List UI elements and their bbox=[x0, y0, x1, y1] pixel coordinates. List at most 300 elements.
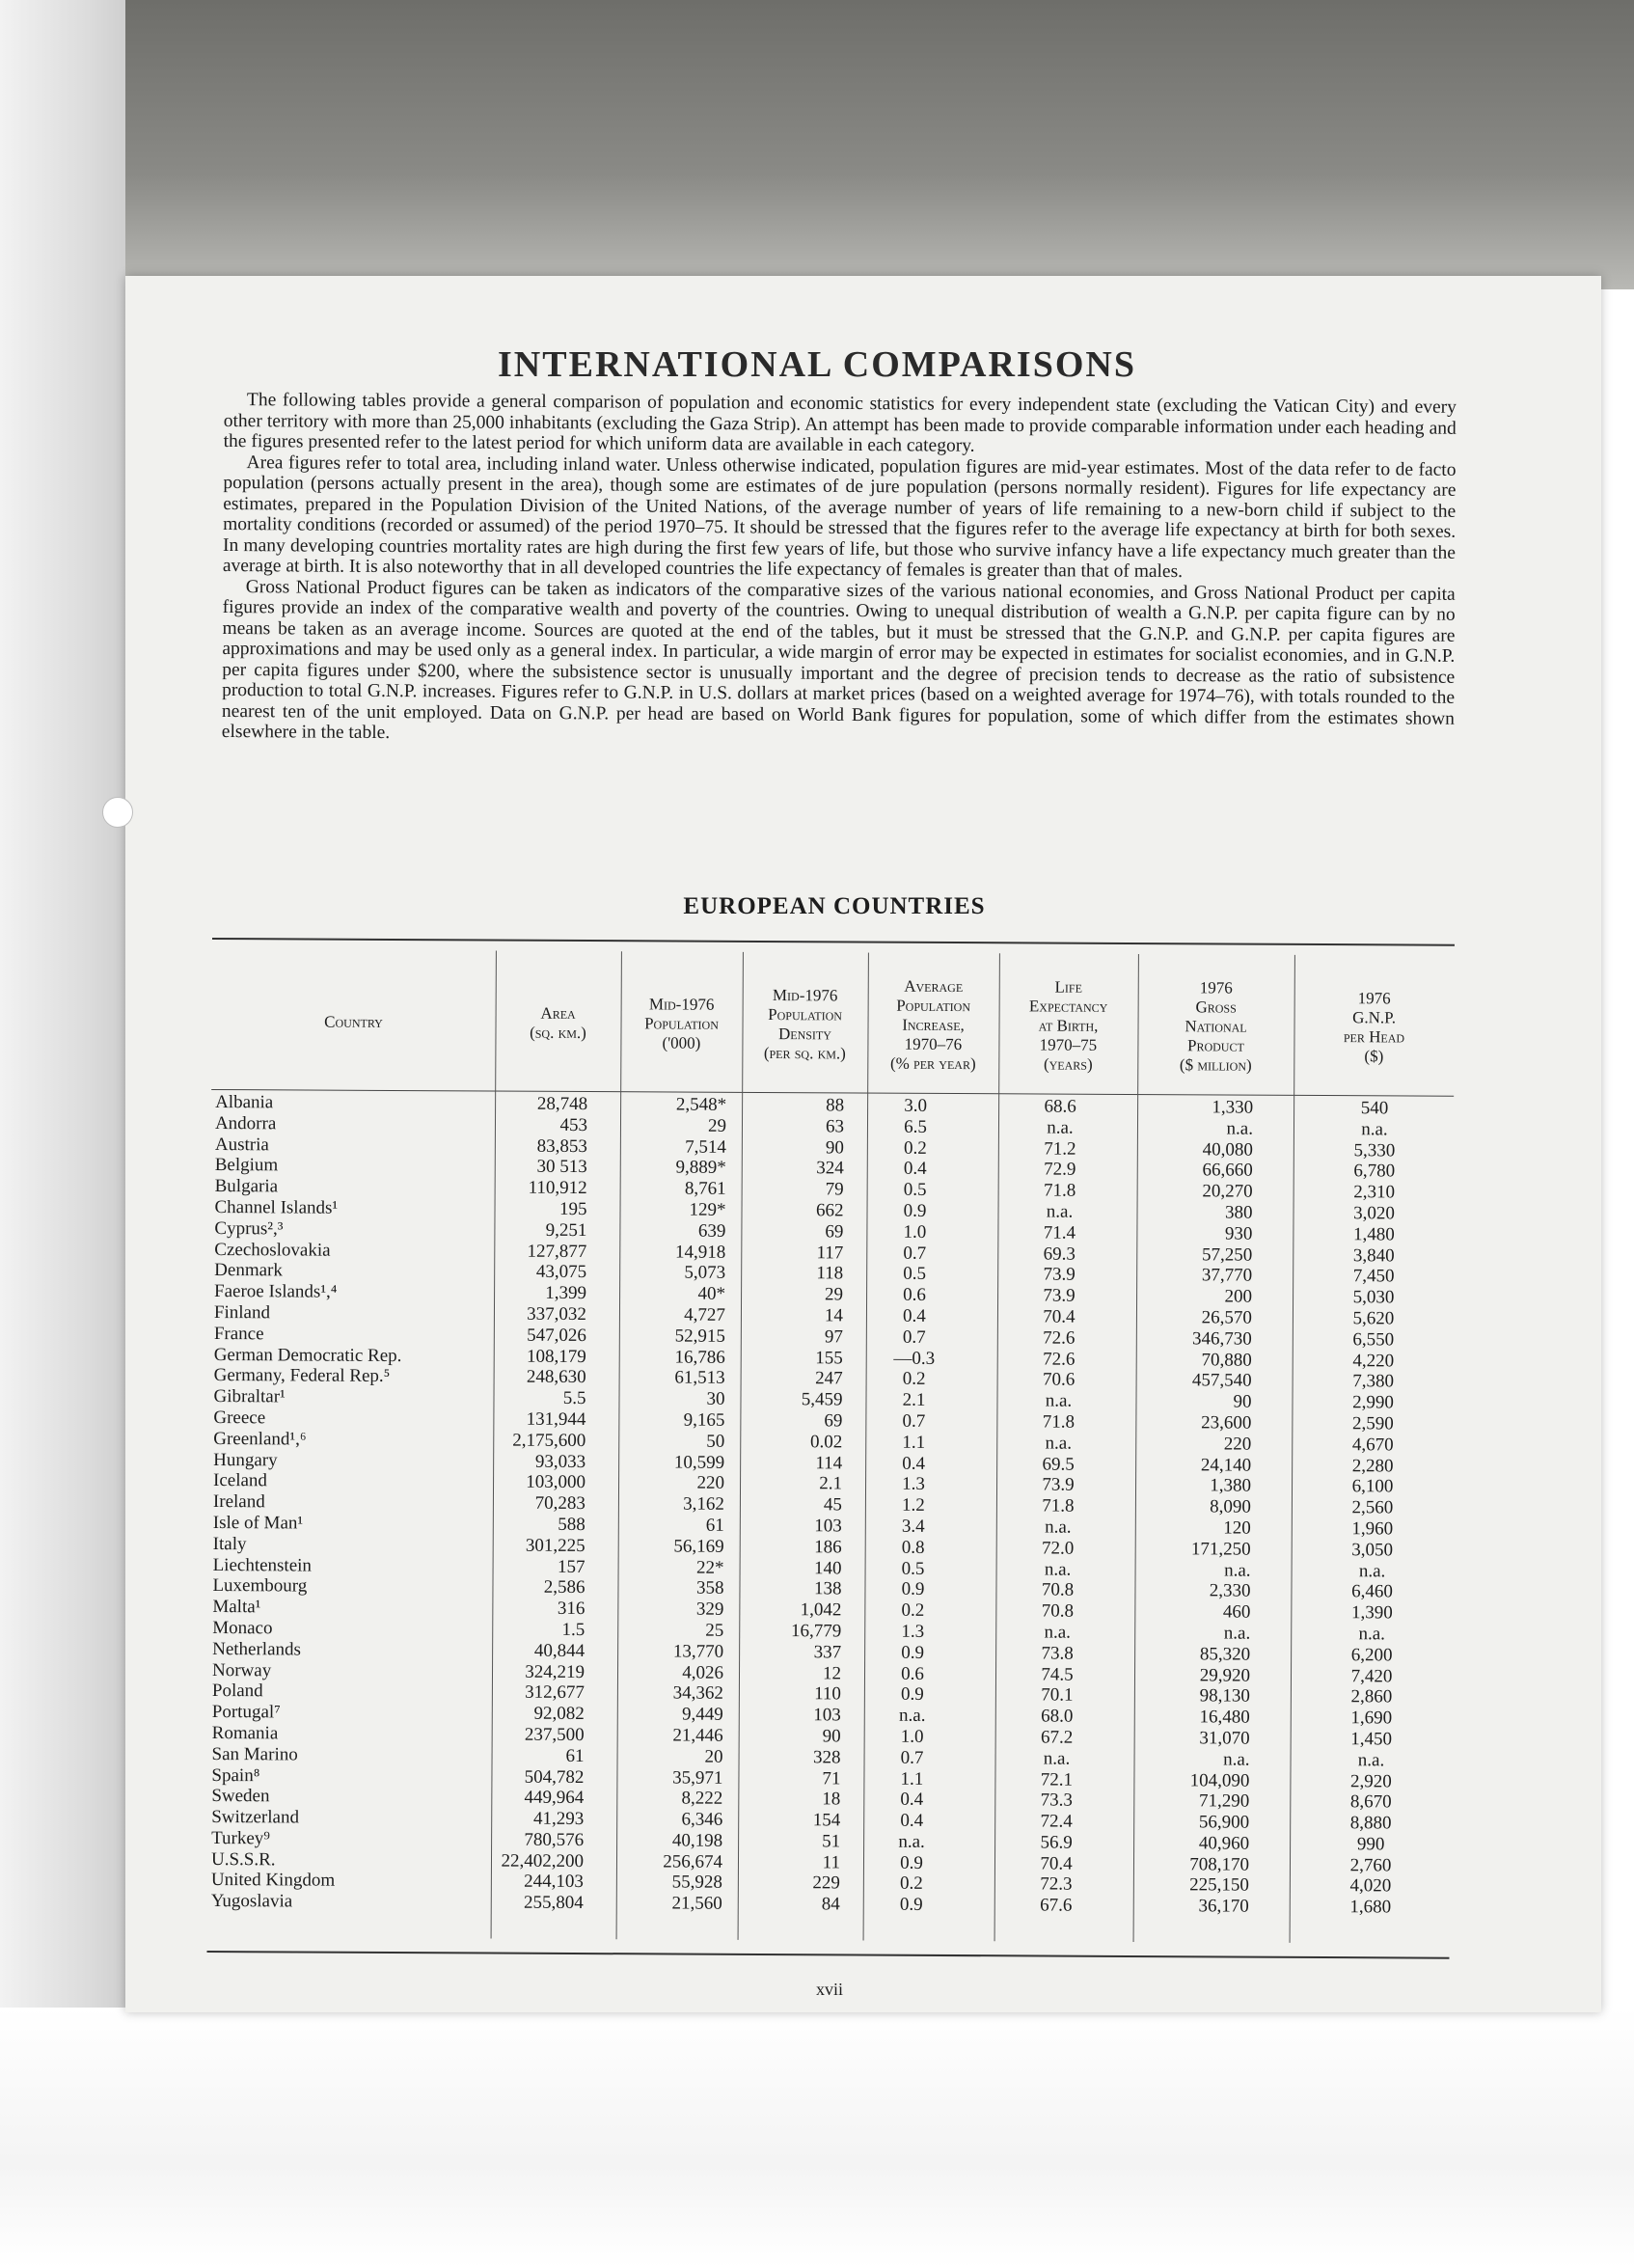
life-expectancy-cell: 68.6 bbox=[1044, 1096, 1076, 1117]
gnp-cell: 16,480 bbox=[1199, 1707, 1250, 1728]
population-cell: 40,198 bbox=[671, 1830, 723, 1851]
gnp-per-head-cell: 1,690 bbox=[1350, 1708, 1393, 1729]
country-cell bbox=[211, 1891, 483, 1913]
country-cell bbox=[215, 1113, 487, 1135]
increase-cell: 1.1 bbox=[902, 1432, 926, 1453]
header-population: Mid-1976 Population ('000) bbox=[644, 995, 719, 1052]
country-cell bbox=[211, 1786, 483, 1808]
gnp-per-head-cell: 2,920 bbox=[1350, 1770, 1392, 1791]
country-name: Malta¹ bbox=[212, 1597, 264, 1617]
gnp-per-head-cell: n.a. bbox=[1361, 1119, 1388, 1140]
gnp-cell: 57,250 bbox=[1201, 1243, 1253, 1266]
area-cell: 40,844 bbox=[533, 1640, 586, 1661]
gnp-cell: n.a. bbox=[1224, 1560, 1251, 1581]
life-expectancy-cell: 70.8 bbox=[1041, 1579, 1075, 1601]
density-cell: 79 bbox=[825, 1179, 844, 1200]
density-cell: 69 bbox=[825, 1221, 844, 1243]
gnp-per-head-cell: 2,590 bbox=[1351, 1413, 1394, 1435]
life-expectancy-cell: 72.9 bbox=[1044, 1159, 1076, 1181]
country-cell bbox=[213, 1534, 485, 1556]
gnp-cell: 36,170 bbox=[1198, 1896, 1249, 1917]
density-cell: 337 bbox=[813, 1641, 842, 1663]
area-cell: 449,964 bbox=[524, 1788, 585, 1809]
density-cell: 662 bbox=[815, 1200, 844, 1221]
gnp-per-head-cell: 6,100 bbox=[1351, 1476, 1394, 1497]
increase-cell: 1.0 bbox=[903, 1221, 927, 1243]
density-cell: 140 bbox=[814, 1557, 842, 1578]
population-cell: 220 bbox=[696, 1472, 725, 1494]
area-cell: 93,033 bbox=[534, 1451, 586, 1472]
country-name: Turkey⁹ bbox=[211, 1828, 274, 1848]
increase-cell: 0.9 bbox=[899, 1895, 923, 1916]
increase-cell: 0.2 bbox=[903, 1137, 927, 1159]
life-expectancy-cell: 69.5 bbox=[1042, 1454, 1075, 1475]
increase-cell: n.a. bbox=[898, 1831, 925, 1852]
increase-cell: 1.3 bbox=[902, 1474, 925, 1495]
density-cell: 97 bbox=[824, 1326, 843, 1348]
gnp-cell: 200 bbox=[1224, 1286, 1253, 1307]
country-name: Greece bbox=[213, 1407, 269, 1428]
gnp-per-head-cell: 990 bbox=[1356, 1834, 1385, 1855]
area-cell: 61 bbox=[565, 1745, 585, 1766]
country-name: Switzerland bbox=[211, 1807, 303, 1827]
gnp-cell: 708,170 bbox=[1189, 1854, 1250, 1875]
country-cell bbox=[213, 1386, 485, 1408]
life-expectancy-cell: 70.4 bbox=[1040, 1853, 1073, 1874]
increase-cell: 0.7 bbox=[902, 1326, 926, 1348]
population-cell: 50 bbox=[706, 1431, 725, 1452]
gnp-per-head-cell: 4,020 bbox=[1349, 1875, 1392, 1897]
section-heading: EUROPEAN COUNTRIES bbox=[683, 893, 986, 919]
life-expectancy-cell: 69.3 bbox=[1043, 1243, 1076, 1265]
gnp-cell: 85,320 bbox=[1199, 1644, 1251, 1665]
country-name: Finland bbox=[214, 1302, 274, 1323]
life-expectancy-cell: n.a. bbox=[1045, 1517, 1072, 1538]
increase-cell: 0.4 bbox=[903, 1159, 927, 1180]
life-expectancy-cell: 71.8 bbox=[1042, 1411, 1076, 1433]
country-name: Cyprus²,³ bbox=[214, 1218, 286, 1239]
country-name: Yugoslavia bbox=[211, 1891, 297, 1911]
area-cell: 157 bbox=[558, 1556, 586, 1577]
header-gnp: 1976 Gross National Product ($ million) bbox=[1179, 978, 1252, 1075]
population-cell: 9,889* bbox=[675, 1157, 726, 1179]
gnp-per-head-cell: 6,550 bbox=[1352, 1328, 1395, 1351]
country-name: Andorra bbox=[215, 1113, 280, 1134]
gnp-cell: 225,150 bbox=[1189, 1874, 1249, 1897]
gnp-per-head-cell: 4,670 bbox=[1351, 1434, 1394, 1456]
country-cell bbox=[211, 1870, 483, 1892]
life-expectancy-cell: n.a. bbox=[1044, 1622, 1072, 1643]
country-cell bbox=[213, 1407, 485, 1430]
country-cell bbox=[214, 1260, 486, 1282]
population-cell: 9,449 bbox=[681, 1704, 723, 1725]
gnp-cell: 24,140 bbox=[1200, 1454, 1252, 1476]
life-expectancy-cell: 56.9 bbox=[1040, 1832, 1073, 1853]
country-name: Sweden bbox=[211, 1786, 273, 1806]
density-cell: 103 bbox=[813, 1705, 841, 1726]
population-cell: 52,915 bbox=[674, 1325, 725, 1347]
increase-cell: 2.1 bbox=[902, 1389, 926, 1411]
area-cell: 255,804 bbox=[523, 1892, 584, 1914]
binder-hole bbox=[102, 797, 133, 828]
density-cell: 0.02 bbox=[809, 1432, 843, 1453]
life-expectancy-cell: 72.6 bbox=[1043, 1349, 1076, 1370]
country-name: Isle of Man¹ bbox=[213, 1513, 307, 1534]
population-cell: 358 bbox=[695, 1577, 724, 1599]
density-cell: 29 bbox=[825, 1284, 844, 1305]
country-cell bbox=[214, 1365, 486, 1387]
country-name: Netherlands bbox=[212, 1639, 305, 1660]
area-cell: 195 bbox=[558, 1198, 587, 1220]
population-cell: 7,514 bbox=[685, 1136, 726, 1158]
gnp-per-head-cell: 2,280 bbox=[1351, 1455, 1394, 1476]
density-cell: 14 bbox=[824, 1305, 844, 1326]
population-cell: 4,727 bbox=[684, 1304, 726, 1325]
increase-cell: —0.3 bbox=[893, 1348, 936, 1369]
gnp-per-head-cell: 7,380 bbox=[1352, 1371, 1395, 1392]
increase-cell: 0.4 bbox=[902, 1453, 926, 1474]
country-cell bbox=[212, 1575, 484, 1598]
population-cell: 55,928 bbox=[671, 1872, 722, 1894]
area-cell: 108,179 bbox=[526, 1346, 586, 1367]
gnp-per-head-cell: 3,840 bbox=[1352, 1244, 1395, 1266]
scanner-background bbox=[0, 0, 1634, 289]
gnp-per-head-cell: 1,960 bbox=[1351, 1518, 1394, 1540]
gnp-per-head-cell: 2,990 bbox=[1352, 1392, 1394, 1413]
country-cell bbox=[212, 1702, 484, 1724]
density-cell: 118 bbox=[816, 1263, 844, 1284]
country-cell bbox=[215, 1092, 487, 1114]
header-increase: Average Population Increase, 1970–76 (% per year) bbox=[889, 976, 976, 1074]
increase-cell: 0.6 bbox=[903, 1284, 926, 1306]
gnp-cell: n.a. bbox=[1226, 1118, 1254, 1139]
population-cell: 30 bbox=[706, 1388, 725, 1409]
increase-cell: 0.9 bbox=[903, 1200, 927, 1221]
gnp-per-head-cell: 6,460 bbox=[1351, 1581, 1393, 1602]
life-expectancy-cell: 71.8 bbox=[1042, 1495, 1075, 1517]
density-cell: 138 bbox=[813, 1578, 842, 1599]
country-name: United Kingdom bbox=[211, 1870, 339, 1891]
gnp-per-head-cell: 2,760 bbox=[1349, 1854, 1392, 1876]
area-cell: 316 bbox=[557, 1599, 586, 1620]
gnp-per-head-cell: 1,680 bbox=[1349, 1897, 1392, 1918]
increase-cell: 0.2 bbox=[902, 1369, 926, 1390]
gnp-cell: 26,570 bbox=[1201, 1307, 1253, 1328]
gnp-per-head-cell: 3,020 bbox=[1353, 1203, 1395, 1224]
country-name: Italy bbox=[213, 1534, 251, 1554]
population-cell: 61 bbox=[705, 1515, 724, 1536]
gnp-per-head-cell: 7,450 bbox=[1352, 1266, 1395, 1287]
gnp-per-head-cell: 1,450 bbox=[1350, 1729, 1393, 1750]
population-cell: 14,918 bbox=[674, 1242, 726, 1263]
area-cell: 5.5 bbox=[562, 1388, 586, 1409]
population-cell: 20 bbox=[704, 1746, 723, 1767]
country-name: Belgium bbox=[215, 1155, 283, 1175]
country-cell bbox=[214, 1302, 486, 1325]
intro-paragraph: Gross National Product figures can be taken as indicators of the comparative sizes of the various national economies, and Gross National Product per capita figures provide an index of the comparative wealth and poverty of the countries. Owing to unequal distribution of wealth a G.N.P. per capita figure can by no means be taken as an average income. Sources are quoted at the end of the tables, but it must be stressed that the G.N.P. and G.N.P. per capita figures are approximations and may be used only as a general index. In particular, a wide margin of error may be expected in estimates for socialist economies, and in G.N.P. per capita figures under $200, where the subsistence sector is unusually important and the degree of precision tends to decrease as the ratio of subsistence production to total G.N.P. increases. Figures refer to G.N.P. in U.S. dollars at market prices (based on a weighted average for 1974–76), with totals rounded to the nearest ten of the unit employed. Data on G.N.P. per head are based on World Bank figures for population, some of which differ from the estimates shown elsewhere in the table. bbox=[221, 576, 1456, 744]
life-expectancy-cell: 68.0 bbox=[1041, 1706, 1074, 1727]
area-cell: 110,912 bbox=[528, 1177, 587, 1199]
increase-cell: 0.2 bbox=[901, 1599, 925, 1621]
increase-cell: 0.4 bbox=[903, 1305, 926, 1326]
increase-cell: 0.5 bbox=[903, 1179, 927, 1201]
gnp-per-head-cell: 2,860 bbox=[1350, 1686, 1393, 1708]
country-cell bbox=[214, 1240, 486, 1262]
area-cell: 41,293 bbox=[532, 1808, 585, 1830]
life-expectancy-cell: 73.9 bbox=[1042, 1474, 1075, 1496]
intro-paragraph: The following tables provide a general comparison of population and economic statistics for every independent state (excluding the Vatican City) and every other territory with more than 25,000 inhabitants (excluding the Gaza Strip). An attempt has been made to provide comparable information under each heading and the figures presented refer to the latest period for which uniform data are available in each category. bbox=[223, 390, 1457, 456]
area-cell: 244,103 bbox=[524, 1872, 584, 1893]
gnp-cell: n.a. bbox=[1223, 1623, 1251, 1644]
gnp-per-head-cell: 5,030 bbox=[1352, 1287, 1395, 1308]
gnp-per-head-cell: 8,880 bbox=[1349, 1813, 1392, 1834]
population-cell: 13,770 bbox=[672, 1641, 724, 1662]
life-expectancy-cell: 70.6 bbox=[1042, 1369, 1076, 1391]
density-cell: 2.1 bbox=[819, 1473, 843, 1494]
increase-cell: 0.4 bbox=[900, 1790, 924, 1811]
area-cell: 22,402,200 bbox=[501, 1850, 585, 1872]
increase-cell: 0.6 bbox=[901, 1663, 924, 1684]
increase-cell: 0.4 bbox=[900, 1810, 924, 1831]
country-name: Faeroe Islands¹,⁴ bbox=[214, 1281, 340, 1302]
country-name: Albania bbox=[215, 1092, 277, 1112]
increase-cell: 0.9 bbox=[900, 1852, 923, 1873]
life-expectancy-cell: 71.2 bbox=[1044, 1138, 1076, 1160]
intro-paragraph: Area figures refer to total area, including inland water. Unless otherwise indicated, population figures are mid-year estimates. Most of the data refer to de facto population (persons actually present in the area), though some are estimates of de jure population (persons normally resident). Figures for life expectancy are estimates, prepared in the Population Division of the United Nations, of the average number of years of life remaining to a new-born child if subject to the mortality conditions (recorded or assumed) of the period 1970–75. It should be stressed that the figures refer to the average life expectancy at birth for both sexes. In many developing countries mortality rates are high during the first few years of life, but those who survive infancy have a life expectancy much greater than the average at birth. It is also noteworthy that in all developed countries the life expectancy of females is greater than that of males. bbox=[222, 451, 1457, 583]
gnp-per-head-cell: 6,200 bbox=[1350, 1644, 1393, 1666]
population-cell: 639 bbox=[697, 1220, 726, 1242]
population-cell: 256,674 bbox=[663, 1851, 723, 1872]
gnp-cell: 70,880 bbox=[1201, 1349, 1252, 1371]
life-expectancy-cell: 67.2 bbox=[1040, 1727, 1074, 1748]
gnp-cell: n.a. bbox=[1223, 1749, 1250, 1770]
population-cell: 2,548* bbox=[675, 1094, 727, 1115]
area-cell: 2,175,600 bbox=[512, 1430, 586, 1451]
population-cell: 4,026 bbox=[682, 1662, 724, 1683]
gnp-cell: 1,380 bbox=[1210, 1475, 1252, 1496]
area-cell: 1.5 bbox=[561, 1619, 586, 1640]
area-cell: 588 bbox=[558, 1514, 586, 1535]
country-cell bbox=[214, 1281, 486, 1303]
population-cell: 10,599 bbox=[673, 1452, 725, 1473]
life-expectancy-cell: n.a. bbox=[1046, 1201, 1074, 1222]
country-name: Portugal⁷ bbox=[212, 1702, 285, 1722]
area-cell: 301,225 bbox=[525, 1535, 586, 1556]
gnp-per-head-cell: 1,390 bbox=[1350, 1602, 1393, 1624]
density-cell: 69 bbox=[824, 1410, 843, 1432]
life-expectancy-cell: 73.3 bbox=[1040, 1790, 1074, 1811]
population-cell: 22* bbox=[696, 1557, 724, 1578]
gnp-cell: 8,090 bbox=[1210, 1496, 1251, 1517]
density-cell: 88 bbox=[826, 1095, 845, 1116]
country-name: Romania bbox=[212, 1723, 283, 1743]
density-cell: 12 bbox=[822, 1662, 842, 1683]
country-name: Liechtenstein bbox=[213, 1555, 315, 1576]
gnp-cell: 31,070 bbox=[1199, 1728, 1250, 1749]
gnp-per-head-cell: 540 bbox=[1360, 1098, 1389, 1119]
scanner-left-margin bbox=[0, 0, 125, 2268]
page-title: INTERNATIONAL COMPARISONS bbox=[498, 344, 1136, 385]
gnp-per-head-cell: 1,480 bbox=[1352, 1223, 1395, 1245]
gnp-cell: 120 bbox=[1223, 1517, 1251, 1539]
increase-cell: 0.5 bbox=[901, 1558, 925, 1579]
increase-cell: 0.7 bbox=[902, 1410, 926, 1432]
life-expectancy-cell: 73.9 bbox=[1043, 1285, 1076, 1306]
population-cell: 3,162 bbox=[683, 1493, 724, 1515]
increase-cell: n.a. bbox=[899, 1705, 926, 1726]
area-cell: 2,586 bbox=[543, 1577, 586, 1599]
population-cell: 61,513 bbox=[674, 1367, 725, 1389]
intro-text bbox=[222, 390, 1457, 750]
life-expectancy-cell: n.a. bbox=[1045, 1390, 1073, 1411]
area-cell: 1,399 bbox=[545, 1282, 587, 1304]
area-cell: 453 bbox=[559, 1114, 588, 1135]
country-name: Monaco bbox=[212, 1618, 276, 1638]
country-name: San Marino bbox=[212, 1744, 302, 1764]
area-cell: 780,576 bbox=[524, 1829, 585, 1850]
increase-cell: 1.1 bbox=[900, 1768, 924, 1790]
gnp-cell: 457,540 bbox=[1191, 1370, 1252, 1392]
country-cell bbox=[212, 1723, 484, 1745]
density-cell: 1,042 bbox=[800, 1599, 842, 1621]
gnp-cell: 20,270 bbox=[1202, 1181, 1253, 1202]
density-cell: 328 bbox=[813, 1746, 841, 1768]
density-cell: 229 bbox=[812, 1872, 840, 1894]
country-cell bbox=[212, 1597, 484, 1619]
area-cell: 43,075 bbox=[535, 1262, 587, 1283]
gnp-cell: 66,660 bbox=[1202, 1160, 1253, 1182]
life-expectancy-cell: 70.4 bbox=[1043, 1306, 1076, 1327]
gnp-per-head-cell: n.a. bbox=[1358, 1624, 1386, 1645]
density-cell: 63 bbox=[825, 1116, 845, 1137]
country-name: Iceland bbox=[213, 1470, 271, 1490]
increase-cell: 0.9 bbox=[901, 1642, 925, 1663]
gnp-cell: 104,090 bbox=[1189, 1769, 1250, 1791]
density-cell: 90 bbox=[825, 1136, 844, 1159]
country-cell bbox=[214, 1197, 486, 1219]
life-expectancy-cell: n.a. bbox=[1045, 1433, 1073, 1454]
gnp-cell: 171,250 bbox=[1190, 1539, 1251, 1560]
area-cell: 131,944 bbox=[526, 1408, 586, 1430]
gnp-per-head-cell: 2,560 bbox=[1351, 1497, 1394, 1518]
density-cell: 154 bbox=[812, 1810, 841, 1831]
country-cell bbox=[214, 1324, 486, 1346]
table-body bbox=[207, 1092, 1454, 1919]
increase-cell: 3.4 bbox=[901, 1516, 925, 1537]
country-cell bbox=[213, 1470, 485, 1492]
area-cell: 30 513 bbox=[536, 1157, 587, 1178]
country-name: Ireland bbox=[213, 1491, 269, 1512]
area-cell: 248,630 bbox=[526, 1367, 586, 1388]
country-name: Austria bbox=[215, 1134, 273, 1155]
life-expectancy-cell: n.a. bbox=[1044, 1559, 1072, 1580]
header-life-expectancy: Life Expectancy at Birth, 1970–75 (years) bbox=[1028, 977, 1108, 1074]
population-cell: 35,971 bbox=[672, 1767, 723, 1789]
gnp-per-head-cell: n.a. bbox=[1358, 1560, 1386, 1581]
country-cell bbox=[215, 1134, 487, 1157]
area-cell: 9,251 bbox=[545, 1219, 587, 1241]
gnp-cell: 29,920 bbox=[1199, 1664, 1251, 1686]
country-cell bbox=[212, 1618, 484, 1640]
life-expectancy-cell: 73.9 bbox=[1043, 1264, 1076, 1286]
gnp-cell: 2,330 bbox=[1209, 1580, 1251, 1601]
gnp-cell: 380 bbox=[1224, 1202, 1253, 1223]
area-cell: 92,082 bbox=[533, 1703, 585, 1725]
country-name: Spain⁸ bbox=[211, 1765, 263, 1786]
increase-cell: 0.2 bbox=[899, 1873, 923, 1895]
area-cell: 28,748 bbox=[536, 1093, 588, 1115]
country-cell bbox=[212, 1681, 484, 1703]
population-cell: 9,165 bbox=[683, 1409, 725, 1431]
increase-cell: 1.0 bbox=[900, 1726, 924, 1747]
population-cell: 5,073 bbox=[684, 1262, 726, 1284]
population-cell: 129* bbox=[689, 1199, 726, 1220]
statistics-table bbox=[206, 938, 1454, 1959]
gnp-cell: 1,330 bbox=[1212, 1097, 1254, 1118]
gnp-per-head-cell: 5,330 bbox=[1353, 1139, 1396, 1161]
country-cell bbox=[212, 1639, 484, 1661]
country-cell bbox=[213, 1491, 485, 1514]
header-area: Area (sq. km.) bbox=[530, 1003, 586, 1043]
population-cell: 8,222 bbox=[681, 1788, 723, 1810]
increase-cell: 0.7 bbox=[903, 1243, 927, 1264]
country-cell bbox=[211, 1807, 483, 1829]
header-density: Mid-1976 Population Density (per sq. km.) bbox=[763, 986, 846, 1063]
country-name: Poland bbox=[212, 1681, 267, 1701]
area-cell: 324,219 bbox=[525, 1661, 586, 1682]
gnp-per-head-cell: 4,220 bbox=[1352, 1350, 1395, 1371]
area-cell: 547,026 bbox=[527, 1325, 586, 1346]
gnp-per-head-cell: 6,780 bbox=[1353, 1161, 1396, 1182]
country-name: U.S.S.R. bbox=[211, 1849, 280, 1870]
gnp-cell: 40,960 bbox=[1198, 1833, 1250, 1854]
density-cell: 51 bbox=[822, 1831, 841, 1852]
increase-cell: 0.9 bbox=[900, 1684, 924, 1706]
country-cell bbox=[213, 1450, 485, 1472]
increase-cell: 0.7 bbox=[900, 1747, 924, 1768]
increase-cell: 0.9 bbox=[901, 1579, 925, 1600]
density-cell: 103 bbox=[814, 1516, 842, 1537]
country-name: Gibraltar¹ bbox=[213, 1386, 288, 1407]
life-expectancy-cell: n.a. bbox=[1047, 1117, 1074, 1138]
density-cell: 247 bbox=[815, 1368, 843, 1389]
country-name: Greenland¹,⁶ bbox=[213, 1429, 310, 1450]
country-name: Luxembourg bbox=[212, 1575, 311, 1597]
density-cell: 84 bbox=[821, 1894, 840, 1915]
country-cell bbox=[214, 1345, 486, 1367]
density-cell: 117 bbox=[816, 1242, 844, 1264]
country-cell bbox=[213, 1429, 485, 1451]
scanner-bottom-margin bbox=[0, 2008, 1634, 2268]
population-cell: 16,786 bbox=[674, 1347, 725, 1368]
gnp-per-head-cell: 8,670 bbox=[1349, 1791, 1392, 1813]
area-cell: 103,000 bbox=[526, 1472, 586, 1493]
gnp-cell: 460 bbox=[1222, 1601, 1251, 1623]
population-cell: 8,761 bbox=[684, 1178, 726, 1199]
density-cell: 114 bbox=[815, 1452, 843, 1473]
density-cell: 110 bbox=[814, 1683, 841, 1705]
area-cell: 337,032 bbox=[527, 1303, 587, 1325]
gnp-per-head-cell: 7,420 bbox=[1350, 1665, 1393, 1686]
country-cell bbox=[211, 1765, 483, 1788]
life-expectancy-cell: 73.8 bbox=[1041, 1643, 1074, 1664]
country-cell bbox=[215, 1176, 487, 1198]
gnp-cell: 930 bbox=[1224, 1223, 1253, 1244]
population-cell: 21,560 bbox=[671, 1893, 722, 1915]
density-cell: 155 bbox=[815, 1347, 843, 1368]
population-cell: 6,346 bbox=[681, 1809, 723, 1830]
country-cell bbox=[212, 1744, 484, 1766]
